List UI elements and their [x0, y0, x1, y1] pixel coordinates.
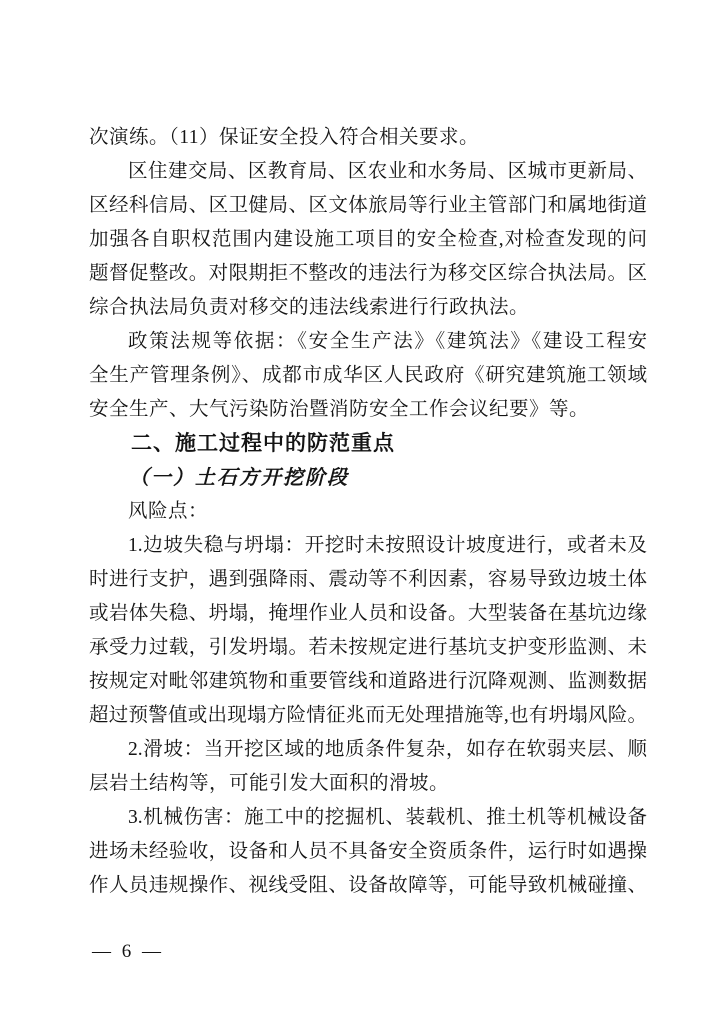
text-line: 按规定对毗邻建筑物和重要管线和道路进行沉降观测、监测数据	[89, 671, 647, 692]
text-line: 安全生产、大气污染防治暨消防安全工作会议纪要》等。	[89, 399, 590, 420]
subsection-heading: （一）土石方开挖阶段	[129, 467, 349, 489]
text-line: 进场未经验收，设备和人员不具备安全资质条件，运行时如遇操	[89, 841, 647, 862]
document-body	[89, 121, 647, 903]
text-line: 风险点：	[128, 501, 209, 522]
text-line: 区经科信局、区卫健局、区文体旅局等行业主管部门和属地街道	[89, 195, 647, 216]
page-number: — 6 —	[92, 941, 164, 962]
section-heading: 二、施工过程中的防范重点	[131, 432, 395, 455]
text-line: 区住建交局、区教育局、区农业和水务局、区城市更新局、	[128, 161, 647, 182]
text-line: 作人员违规操作、视线受阻、设备故障等，可能导致机械碰撞、	[89, 875, 647, 896]
text-line: 时进行支护，遇到强降雨、震动等不利因素，容易导致边坡土体	[89, 569, 647, 590]
text-line: 题督促整改。对限期拒不整改的违法行为移交区综合执法局。区	[89, 263, 647, 284]
text-line: 加强各自职权范围内建设施工项目的安全检查,对检查发现的问	[89, 229, 647, 250]
text-line: 承受力过载，引发坍塌。若未按规定进行基坑支护变形监测、未	[89, 637, 647, 658]
text-line: 超过预警值或出现塌方险情征兆而无处理措施等,也有坍塌风险。	[89, 705, 647, 726]
text-line: 或岩体失稳、坍塌，掩埋作业人员和设备。大型装备在基坑边缘	[89, 603, 647, 624]
text-line: 政策法规等依据：《安全生产法》《建筑法》《建设工程安	[128, 331, 647, 352]
text-line: 1.边坡失稳与坍塌：开挖时未按照设计坡度进行，或者未及	[128, 535, 647, 556]
text-line: 2.滑坡：当开挖区域的地质条件复杂，如存在软弱夹层、顺	[128, 739, 647, 760]
text-line: 综合执法局负责对移交的违法线索进行行政执法。	[89, 297, 530, 318]
text-line: 层岩土结构等，可能引发大面积的滑坡。	[89, 773, 450, 794]
text-line: 全生产管理条例》、成都市成华区人民政府《研究建筑施工领域	[89, 365, 647, 386]
text-line: 3.机械伤害：施工中的挖掘机、装载机、推土机等机械设备	[128, 807, 647, 828]
text-line: 次演练。（11）保证安全投入符合相关要求。	[89, 127, 480, 148]
